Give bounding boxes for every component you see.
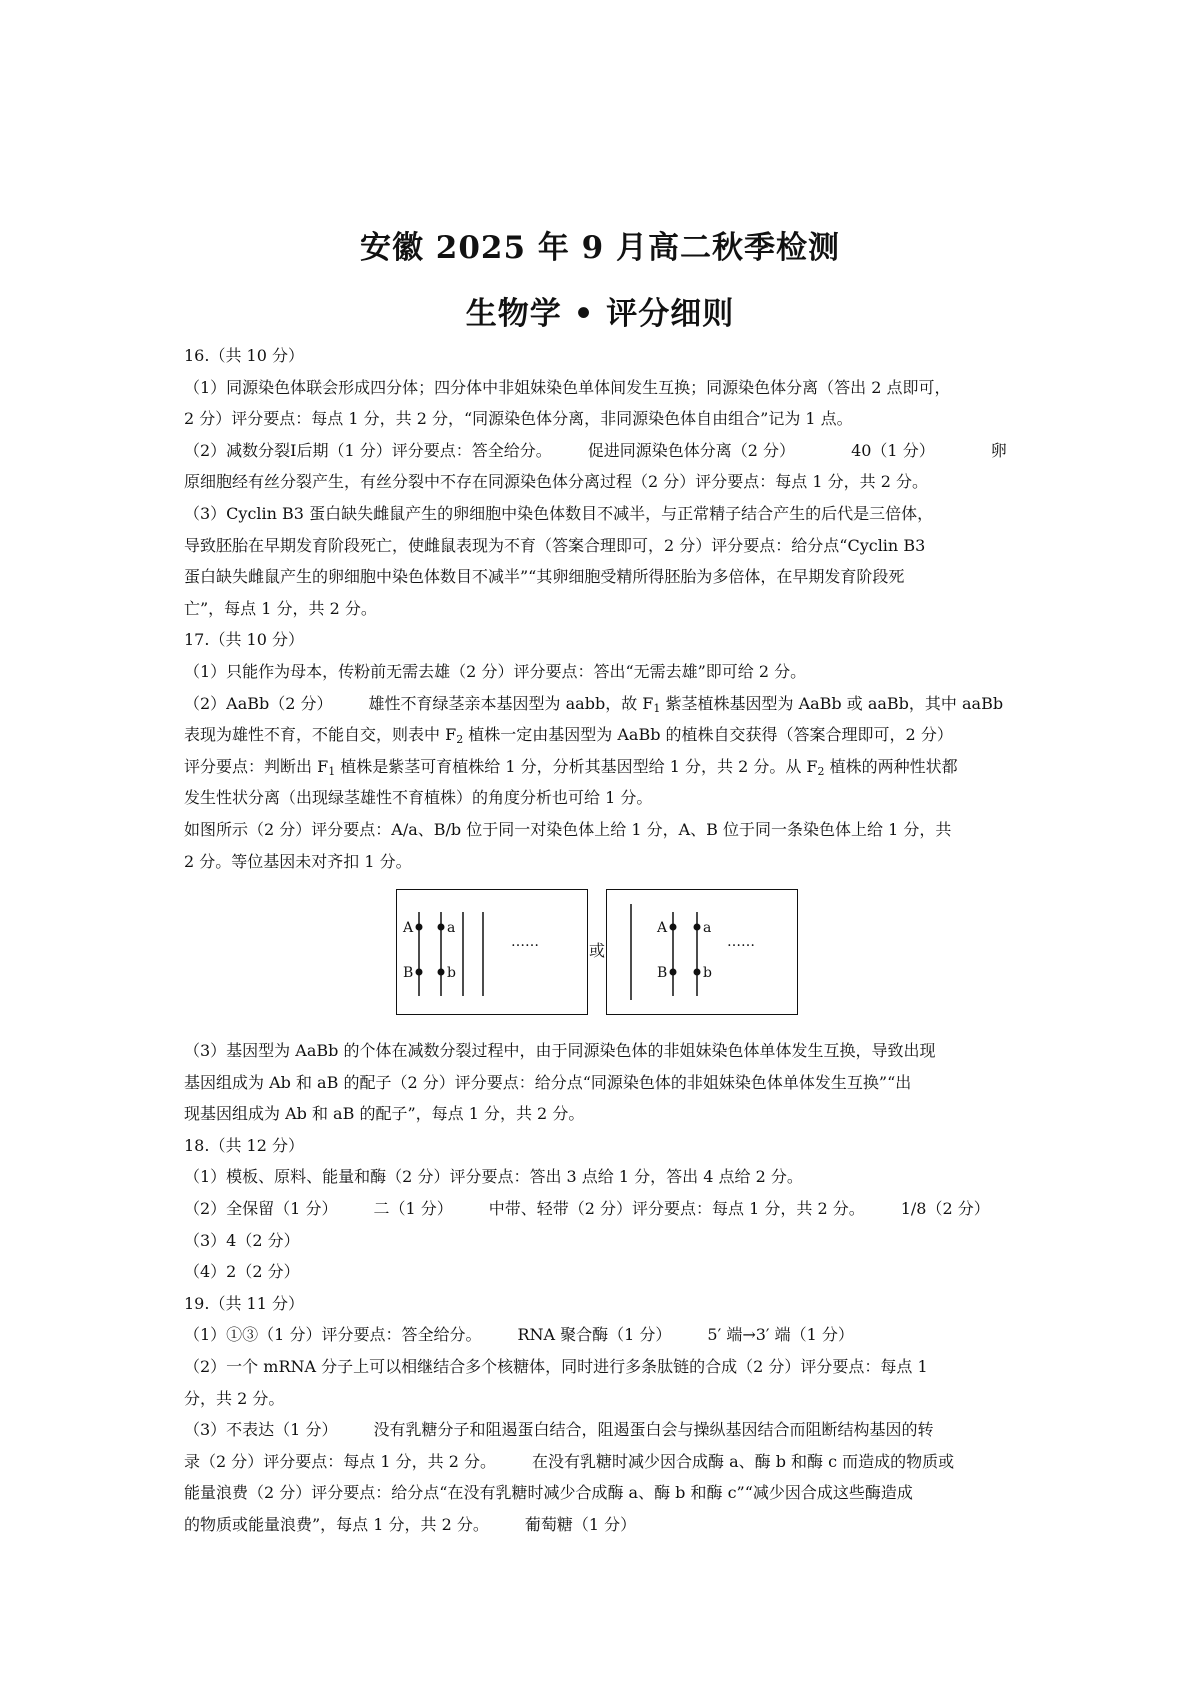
q17-part2-line5: 如图所示（2 分）评分要点：A/a、B/b 位于同一对染色体上给 1 分，A、B 位于同一条染色体上给 1 分，共: [184, 819, 952, 839]
gene-locus-dot: [694, 924, 701, 931]
q19-part2-line2: 分，共 2 分。: [184, 1388, 285, 1408]
q17-part2-answer: （2）AaBb（2 分）: [184, 693, 333, 713]
q19-part1-answer3: 5′ 端→3′ 端（1 分）: [707, 1325, 854, 1345]
chromosome-figure: [184, 889, 1034, 1035]
q16-part2-answer1: （2）减数分裂Ⅰ后期（1 分）评分要点：答全给分。: [184, 440, 552, 460]
q16-heading: 16.（共 10 分）: [184, 346, 304, 365]
q19-heading: 19.（共 11 分）: [184, 1293, 304, 1313]
q16-part3-line4: 亡”，每点 1 分，共 2 分。: [184, 598, 377, 618]
q19-part2-line1: （2）一个 mRNA 分子上可以相继结合多个核糖体，同时进行多条肽链的合成（2 分）评分要点：每点 1: [184, 1357, 928, 1377]
or-label: 或: [589, 941, 606, 961]
q19-part1: [184, 1319, 1034, 1351]
q19-part3-line2: 录（2 分）评分要点：每点 1 分，共 2 分。 在没有乳糖时减少因合成酶 a、酶 b 和酶 c 而造成的物质或: [184, 1451, 955, 1471]
q17-part2-line3: 评分要点：判断出 $F_1$ 植株是紫茎可育植株给 1 分，分析其基因型给 1 分，共 2 分。从 $F_2$ 植株的两种性状都: [184, 756, 958, 778]
q18-part2-answer4: 1/8（2 分）: [900, 1199, 990, 1219]
q19-part3-line4: 的物质或能量浪费”，每点 1 分，共 2 分。 葡萄糖（1 分）: [184, 1515, 637, 1534]
q19-part3-line3: 能量浪费（2 分）评分要点：给分点“在没有乳糖时减少合成酶 a、酶 b 和酶 c”“减少因合成这些酶造成: [184, 1483, 913, 1503]
q16-part2-line2: 原细胞经有丝分裂产生，有丝分裂中不存在同源染色体分离过程（2 分）评分要点：每点 1 分，共 2 分。: [184, 472, 928, 492]
q17-part3-line3: 现基因组成为 Ab 和 aB 的配子”，每点 1 分，共 2 分。: [184, 1104, 585, 1124]
q19-part3-answer2: 没有乳糖分子和阻遏蛋白结合，阻遏蛋白会与操纵基因结合而阻断结构基因的转: [373, 1420, 934, 1440]
q18-part4: （4）2（2 分）: [184, 1262, 300, 1282]
q17-part2-line1: （2）AaBb（2 分） 雄性不育绿茎亲本基因型为 aabb，故 $F_1$ 紫茎植株基因型为 AaBb 或 aaBb，其中 aaBb: [184, 693, 1004, 715]
q18-part2-answer1: （2）全保留（1 分）: [184, 1199, 338, 1219]
q16-part2-line1: [184, 435, 1034, 467]
q19-part3-answer-glucose: 葡萄糖（1 分）: [524, 1515, 637, 1534]
scoring-content: [184, 340, 1034, 1541]
q16-part2-answer3: 40（1 分）: [851, 440, 935, 460]
q17-part3-line1: （3）基因型为 AaBb 的个体在减数分裂过程中，由于同源染色体的非姐妹染色体单体发生互换，导致出现: [184, 1041, 936, 1061]
q16-part2-answer2: 促进同源染色体分离（2 分）: [587, 440, 796, 460]
gene-locus-dot: [670, 969, 677, 976]
chromosome-diagram-1-svg: [397, 890, 587, 1014]
q18-part1: （1）模板、原料、能量和酶（2 分）评分要点：答出 3 点给 1 分，答出 4 点给 2 分。: [184, 1167, 803, 1187]
q17-part1: （1）只能作为母本，传粉前无需去雄（2 分）评分要点：答出“无需去雄”即可给 2 分。: [184, 661, 807, 681]
chromosome-diagram-1: [396, 889, 588, 1015]
q16-part3-line3: 蛋白缺失雌鼠产生的卵细胞中染色体数目不减半”“其卵细胞受精所得胚胎为多倍体，在早期发育阶段死: [184, 567, 905, 587]
q16-part2-answer4: 卵: [990, 440, 1007, 460]
gene-locus-dot: [438, 969, 445, 976]
chromosome-diagram-2-svg: [607, 890, 797, 1014]
gene-label-A: A: [657, 920, 668, 937]
page-title: 安徽 2025 年 9 月高二秋季检测: [359, 230, 841, 266]
q17-heading: 17.（共 10 分）: [184, 630, 304, 650]
q18-part2-answer3: 中带、轻带（2 分）评分要点：每点 1 分，共 2 分。: [488, 1199, 865, 1219]
gene-label-a: a: [703, 920, 712, 937]
gene-label-B: B: [403, 965, 414, 982]
q19-part1-answer1: （1）①③（1 分）评分要点：答全给分。: [184, 1325, 482, 1345]
page-subtitle: 生物学 • 评分细则: [465, 296, 735, 332]
q19-part1-answer2: RNA 聚合酶（1 分）: [517, 1325, 672, 1345]
q18-part2-answer2: 二（1 分）: [373, 1199, 453, 1219]
q16-part3-line1: （3）Cyclin B3 蛋白缺失雌鼠产生的卵细胞中染色体数目不减半，与正常精子结合产生的后代是三倍体，: [184, 503, 934, 523]
gene-label-A: A: [403, 920, 414, 937]
gene-locus-dot: [438, 924, 445, 931]
q16-part3-line2: 导致胚胎在早期发育阶段死亡，使雌鼠表现为不育（答案合理即可，2 分）评分要点：给分点“Cyclin B3: [184, 535, 926, 555]
gene-label-b: b: [703, 965, 712, 982]
gene-label-B: B: [657, 965, 668, 982]
ellipsis-text: ……: [727, 934, 755, 951]
gene-locus-dot: [416, 924, 423, 931]
q19-part3-answer1: （3）不表达（1 分）: [184, 1420, 338, 1440]
gene-label-a: a: [447, 920, 456, 937]
gene-label-b: b: [447, 965, 456, 982]
q17-part2-line4: 发生性状分离（出现绿茎雄性不育植株）的角度分析也可给 1 分。: [184, 788, 653, 808]
q16-part1-line1: （1）同源染色体联会形成四分体；四分体中非姐妹染色单体间发生互换；同源染色体分离（答出 2 点即可，: [184, 377, 951, 397]
q18-part2: [184, 1193, 1034, 1225]
gene-locus-dot: [694, 969, 701, 976]
q16-part1-line2: 2 分）评分要点：每点 1 分，共 2 分，“同源染色体分离，非同源染色体自由组合”记为 1 点。: [184, 409, 853, 429]
q17-part2-line6: 2 分。等位基因未对齐扣 1 分。: [184, 851, 412, 871]
chromosome-diagram-2: [606, 889, 798, 1015]
q17-part3-line2: 基因组成为 Ab 和 aB 的配子（2 分）评分要点：给分点“同源染色体的非姐妹染色体单体发生互换”“出: [184, 1072, 912, 1092]
q18-heading: 18.（共 12 分）: [184, 1135, 304, 1155]
gene-locus-dot: [416, 969, 423, 976]
q17-part2-line2: 表现为雄性不育，不能自交，则表中 $F_2$ 植株一定由基因型为 AaBb 的植株自交获得（答案合理即可，2 分）: [184, 725, 953, 747]
ellipsis-text: ……: [511, 934, 539, 951]
q18-part3: （3）4（2 分）: [184, 1230, 300, 1250]
q19-part3-line1: [184, 1414, 1034, 1446]
gene-locus-dot: [670, 924, 677, 931]
